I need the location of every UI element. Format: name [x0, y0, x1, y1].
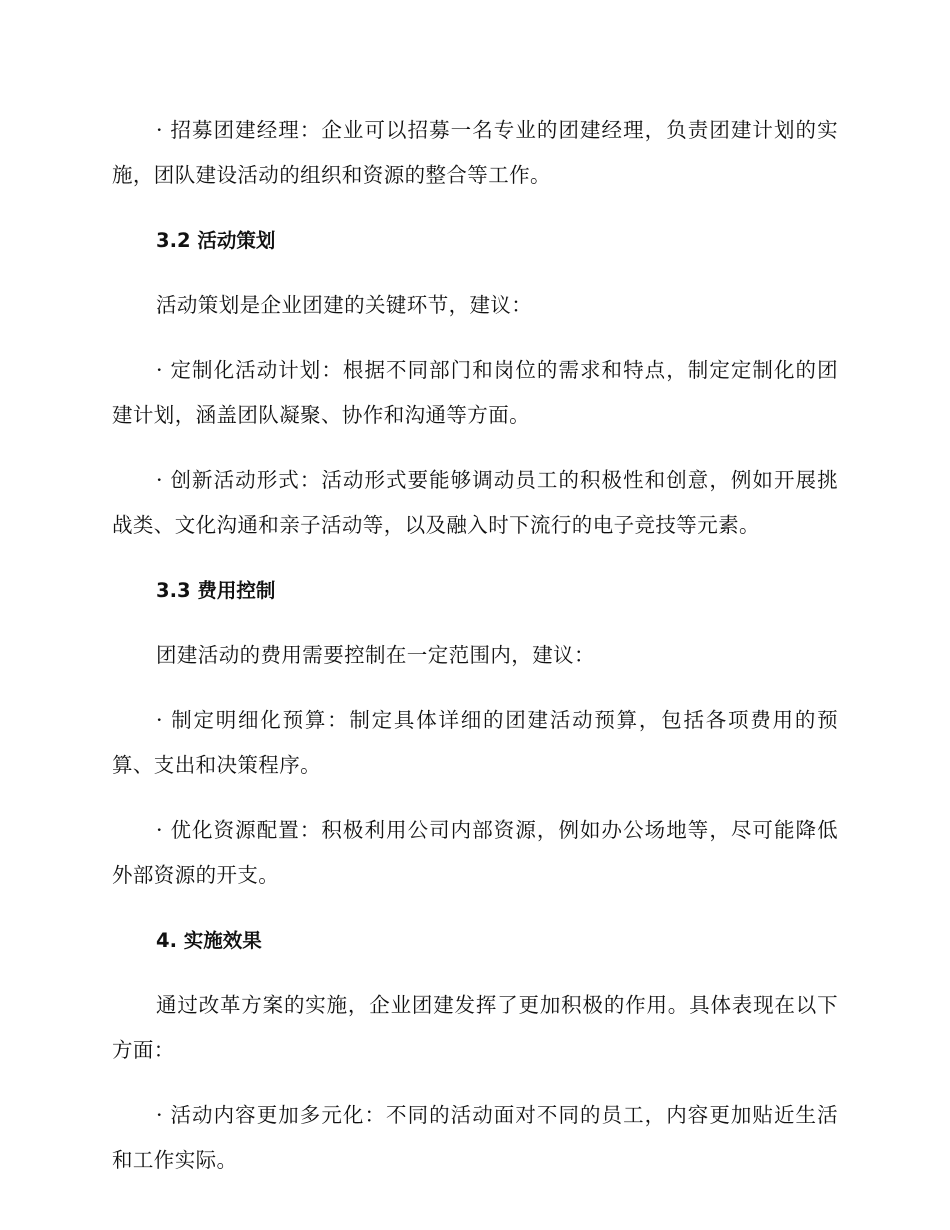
bullet-paragraph-optimize-resources: · 优化资源配置：积极利用公司内部资源，例如办公场地等，尽可能降低外部资源的开支。 [112, 818, 838, 887]
intro-paragraph-effects: 通过改革方案的实施，企业团建发挥了更加积极的作用。具体表现在以下方面： [112, 993, 838, 1062]
bullet-paragraph-diverse-content: · 活动内容更加多元化：不同的活动面对不同的员工，内容更加贴近生活和工作实际。 [112, 1103, 838, 1172]
bullet-paragraph-detailed-budget: · 制定明细化预算：制定具体详细的团建活动预算，包括各项费用的预算、支出和决策程序。 [112, 708, 838, 777]
section-heading-3-3: 3.3 费用控制 [156, 579, 276, 602]
section-heading-3-2: 3.2 活动策划 [156, 229, 276, 252]
section-heading-4: 4. 实施效果 [156, 929, 262, 952]
intro-paragraph-cost-control: 团建活动的费用需要控制在一定范围内，建议： [156, 643, 595, 667]
bullet-paragraph-innovative-forms: · 创新活动形式：活动形式要能够调动员工的积极性和创意，例如开展挑战类、文化沟通和亲子活动等，以及融入时下流行的电子竞技等元素。 [112, 468, 838, 537]
bullet-paragraph-recruit-manager: · 招募团建经理：企业可以招募一名专业的团建经理，负责团建计划的实施，团队建设活动的组织和资源的整合等工作。 [112, 118, 838, 187]
intro-paragraph-activity-planning: 活动策划是企业团建的关键环节，建议： [156, 293, 533, 317]
bullet-paragraph-custom-plan: · 定制化活动计划：根据不同部门和岗位的需求和特点，制定定制化的团建计划，涵盖团队凝聚、协作和沟通等方面。 [112, 358, 838, 427]
